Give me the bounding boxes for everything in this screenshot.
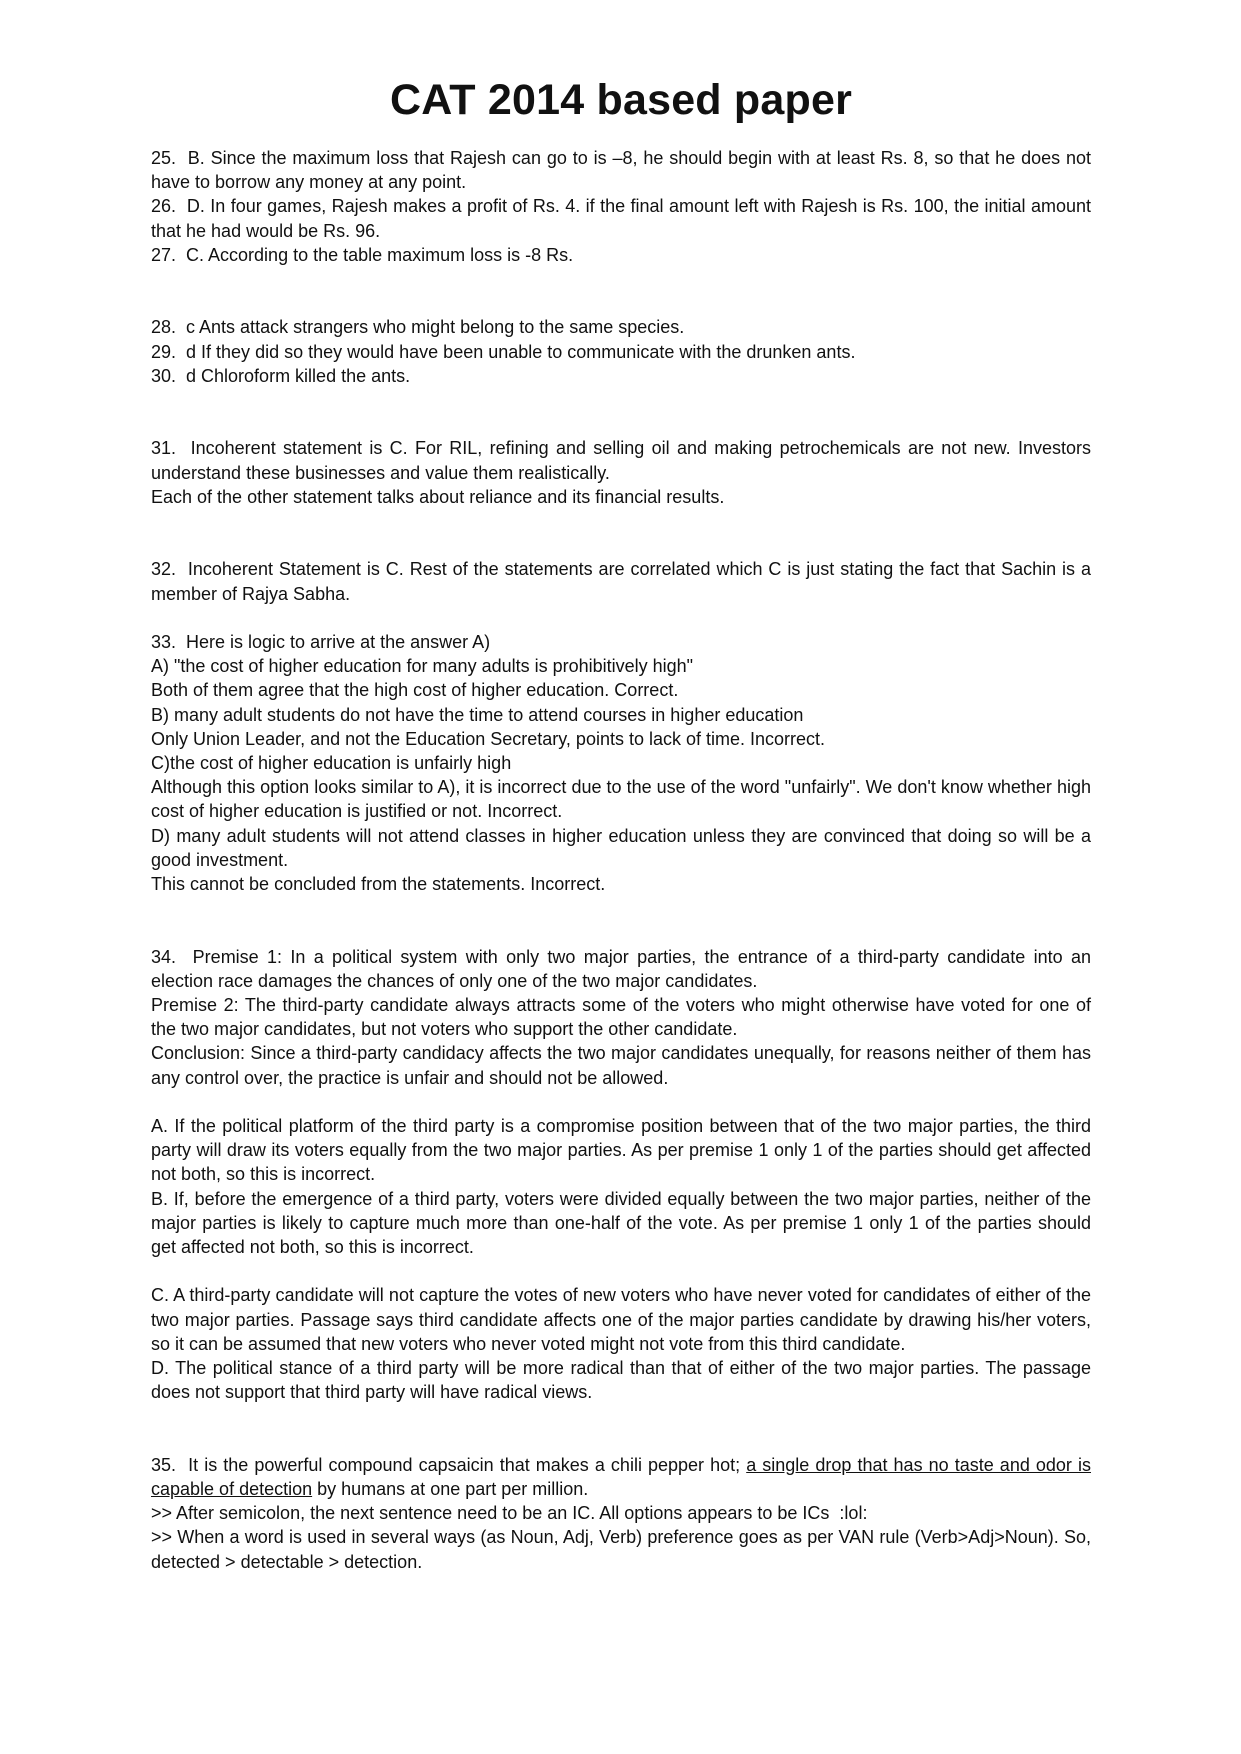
answer-35 bbox=[151, 1453, 1091, 1501]
answer-33-option-d-note: This cannot be concluded from the statements. Incorrect. bbox=[151, 874, 606, 895]
answer-30: 30. d Chloroform killed the ants. bbox=[151, 365, 411, 386]
answer-34-option-d: D. The political stance of a third party will be more radical than that of either of the two major parties. The passage does not support that third party will have radical views. bbox=[151, 1358, 1091, 1403]
answer-26: 26. D. In four games, Rajesh makes a profit of Rs. 4. if the final amount left with Rajesh is Rs. 100, the initial amount that he had would be Rs. 96. bbox=[151, 196, 1091, 241]
answer-34-premise-1: 34. Premise 1: In a political system with only two major parties, the entrance of a third-party candidate into an election race damages the chances of only one of the two major candidates. bbox=[151, 946, 1091, 991]
spacer bbox=[151, 267, 1091, 315]
answer-35-lead: 35. It is the powerful compound capsaicin that makes a chili pepper hot; bbox=[151, 1454, 747, 1475]
answer-34-option-c: C. A third-party candidate will not capture the votes of new voters who have never voted for candidates of either of the two major parties. Passage says third candidate affects one of the major parties candidate by drawing his/her voters, so it can be assumed that new voters who never voted might not vote from this third candidate. bbox=[151, 1285, 1091, 1354]
answer-25: 25. B. Since the maximum loss that Rajesh can go to is –8, he should begin with at least Rs. 8, so that he does not have to borrow any money at any point. bbox=[151, 148, 1091, 193]
answer-33-option-b: B) many adult students do not have the time to attend courses in higher education bbox=[151, 704, 804, 725]
spacer bbox=[151, 509, 1091, 557]
answer-33: 33. Here is logic to arrive at the answer A) bbox=[151, 632, 491, 652]
answer-33-option-a-note: Both of them agree that the high cost of higher education. Correct. bbox=[151, 680, 679, 701]
document-page bbox=[151, 72, 1091, 1574]
answer-35-underlined-phrase: a single drop that has no taste and odor is capable of detection bbox=[151, 1454, 1091, 1500]
answer-35-note-1: >> After semicolon, the next sentence need to be an IC. All options appears to be ICs :lol: bbox=[151, 1503, 868, 1524]
answer-33-option-d: D) many adult students will not attend classes in higher education unless they are convinced that doing so will be a good investment. bbox=[151, 825, 1091, 870]
spacer bbox=[151, 1259, 1091, 1283]
spacer bbox=[151, 1404, 1091, 1452]
answer-28: 28. c Ants attack strangers who might belong to the same species. bbox=[151, 317, 685, 338]
spacer bbox=[151, 388, 1091, 436]
spacer bbox=[151, 1090, 1091, 1114]
answer-33-option-c-note: Although this option looks similar to A), it is incorrect due to the use of the word "unfairly". We don't know whether high cost of higher education is justified or not. Incorrect. bbox=[151, 777, 1091, 822]
answer-32: 32. Incoherent Statement is C. Rest of the statements are correlated which C is just stating the fact that Sachin is a member of Rajya Sabha. bbox=[151, 559, 1091, 604]
answer-33-option-a: A) "the cost of higher education for many adults is prohibitively high" bbox=[151, 656, 694, 677]
answer-31: 31. Incoherent statement is C. For RIL, refining and selling oil and making petrochemicals are not new. Investors understand these businesses and value them realistically. bbox=[151, 438, 1091, 483]
answer-31-note: Each of the other statement talks about reliance and its financial results. bbox=[151, 486, 725, 507]
answer-34-premise-2: Premise 2: The third-party candidate always attracts some of the voters who might otherwise have voted for one of the two major candidates, but not voters who support the other candidate. bbox=[151, 995, 1091, 1040]
answer-34-option-b: B. If, before the emergence of a third party, voters were divided equally between the two major parties, neither of the major parties is likely to capture much more than one-half of the vote. As per premise 1 only 1 of the parties should get affected not both, so this is incorrect. bbox=[151, 1188, 1091, 1258]
answer-content bbox=[151, 146, 1091, 1574]
spacer bbox=[151, 606, 1091, 630]
page-title: CAT 2014 based paper bbox=[389, 76, 853, 124]
answer-29: 29. d If they did so they would have been unable to communicate with the drunken ants. bbox=[151, 341, 856, 362]
answer-33-option-c: C)the cost of higher education is unfairly high bbox=[151, 753, 512, 774]
answer-35-tail: by humans at one part per million. bbox=[312, 1479, 589, 1500]
answer-35-note-2: >> When a word is used in several ways (as Noun, Adj, Verb) preference goes as per VAN rule (Verb>Adj>Noun). So, detected > detectable > detection. bbox=[151, 1527, 1091, 1572]
answer-34-option-a: A. If the political platform of the third party is a compromise position between that of the two major parties, the third party will draw its voters equally from the two major parties. As per premise 1 only 1 of the parties should get affected not both, so this is incorrect. bbox=[151, 1116, 1091, 1185]
answer-34-conclusion: Conclusion: Since a third-party candidacy affects the two major candidates unequally, for reasons neither of them has any control over, the practice is unfair and should not be allowed. bbox=[151, 1043, 1091, 1088]
answer-33-option-b-note: Only Union Leader, and not the Education Secretary, points to lack of time. Incorrect. bbox=[151, 728, 826, 749]
spacer bbox=[151, 896, 1091, 944]
answer-27: 27. C. According to the table maximum loss is -8 Rs. bbox=[151, 244, 574, 265]
